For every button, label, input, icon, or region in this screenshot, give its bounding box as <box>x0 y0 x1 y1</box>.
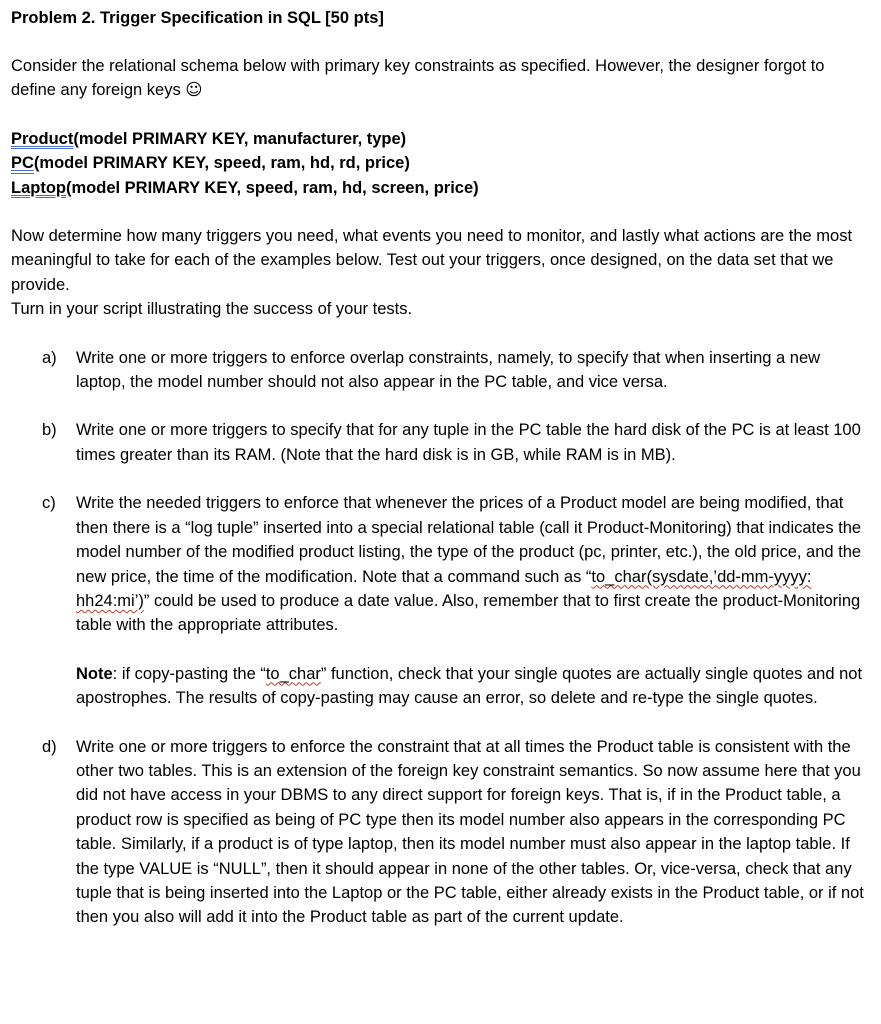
item-text-after: ” could be used to produce a date value. Also, remember that to first create the product-Monitoring table with the appropriate attributes. <box>76 591 861 635</box>
instructions-paragraph: Now determine how many triggers you need, what events you need to monitor, and lastly what actions are the most meaningful to take for each of the examples below. Test out your triggers, once designed, on the data set that we provide. <box>11 227 853 294</box>
note-text-after: ” function, check that your single quotes are actually single quotes and not apostrophes. The results of copy-pasting may cause an error, so delete and re-type the single quotes. <box>76 664 863 708</box>
task-item-a <box>11 346 869 395</box>
turnin-paragraph: Turn in your script illustrating the success of your tests. <box>11 300 413 319</box>
relational-schema <box>11 127 869 200</box>
note-paragraph <box>11 662 869 711</box>
item-marker: a) <box>42 348 57 367</box>
schema-table-name: Product <box>11 129 74 148</box>
code-snippet: to_char(sysdate,’dd-mm-yyyy: hh24:mi’) <box>76 567 812 610</box>
problem-title: Problem 2. Trigger Specification in SQL [50 pts] <box>11 9 384 27</box>
note-code: to_char <box>265 664 321 683</box>
schema-product <box>11 127 869 151</box>
item-marker: b) <box>42 421 57 440</box>
schema-attributes: (model PRIMARY KEY, manufacturer, type) <box>73 129 407 148</box>
intro-paragraph <box>11 54 869 103</box>
intro-text: Consider the relational schema below with primary key constraints as specified. However, the designer forgot to define any foreign keys <box>11 57 825 100</box>
schema-table-name: PC <box>11 154 34 173</box>
schema-pc <box>11 151 869 175</box>
item-marker: d) <box>42 737 57 756</box>
item-text: Write one or more triggers to enforce the constraint that at all times the Product table is consistent with the other two tables. This is an extension of the foreign key constraint semantics. So now assume here that you did not have access in your DBMS to any direct support for foreign keys. That is, if in the Product table, a product row is specified as being of PC type then its model number also appears in the corresponding PC table. Similarly, if a product is of type laptop, then its model number must also appear in the laptop table. If the type VALUE is “NULL”, then it should appear in none of the other tables. Or, vice-versa, check that any tuple that is being inserted into the Laptop or the PC table, either already exists in the Product table, or if not then you also will add it into the Product table as part of the current update. <box>76 737 864 927</box>
note-text-before: : if copy-pasting the “ <box>112 664 266 683</box>
schema-laptop <box>11 176 869 200</box>
schema-table-name: Laptop <box>11 178 66 197</box>
task-list <box>11 346 869 930</box>
schema-attributes: (model PRIMARY KEY, speed, ram, hd, screen, price) <box>66 178 479 197</box>
item-text: Write one or more triggers to enforce overlap constraints, namely, to specify that when inserting a new laptop, the model number should not also appear in the PC table, and vice versa. <box>76 348 821 392</box>
task-item-c <box>11 491 869 637</box>
item-text-before: Write the needed triggers to enforce that whenever the prices of a Product model are being modified, that then there is a “log tuple” inserted into a special relational table (call it Product-Monitoring) that indicates the model number of the modified product listing, the type of the product (pc, printer, etc.), the old price, and the new price, the time of the modification. Note that a command such as “ <box>76 494 862 586</box>
item-marker: c) <box>42 494 56 513</box>
task-item-b <box>11 418 869 467</box>
task-item-d <box>11 735 869 930</box>
smiley-icon: ☺ <box>185 80 203 100</box>
note-label: Note <box>76 664 113 683</box>
schema-attributes: (model PRIMARY KEY, speed, ram, hd, rd, price) <box>33 154 410 173</box>
item-text: Write one or more triggers to specify that for any tuple in the PC table the hard disk of the PC is at least 100 times greater than its RAM. (Note that the hard disk is in GB, while RAM is in MB). <box>76 421 861 464</box>
